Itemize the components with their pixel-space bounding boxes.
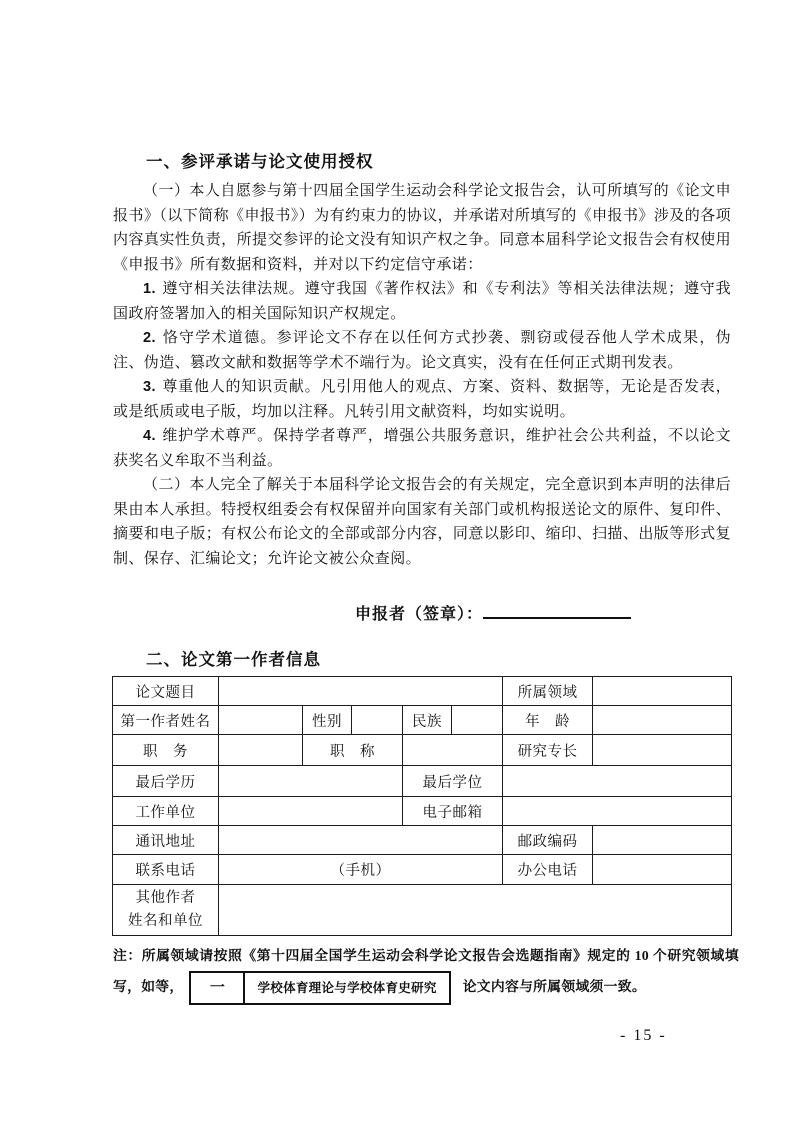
- commitment-item-3: [113, 375, 731, 424]
- commitment-item-4: [113, 424, 731, 473]
- ethnicity-field: [452, 706, 503, 735]
- item-text: 恪守学术道德。参评论文不存在以任何方式抄袭、剽窃或侵吞他人学术成果，伪注、伪造、篡改文献和数据等学术不端行为。论文真实，没有在任何正式期刊发表。: [113, 330, 731, 371]
- field-example-number: 一: [191, 973, 245, 1003]
- section1-title: 一、参评承诺与论文使用授权: [146, 152, 374, 171]
- footnote: [113, 942, 739, 1007]
- age-field: [593, 706, 732, 735]
- postcode-field: [593, 826, 732, 855]
- position-field: [219, 735, 303, 766]
- workplace-field: [219, 797, 403, 826]
- paper-title-label: 论文题目: [113, 677, 219, 706]
- postcode-label: 邮政编码: [503, 826, 593, 855]
- first-author-info-table: [112, 676, 732, 936]
- field-example-label: 学校体育理论与学校体育史研究: [257, 981, 437, 995]
- other-authors-label: [113, 885, 219, 936]
- field-example-box: [189, 971, 450, 1005]
- item-number: 4.: [143, 428, 156, 444]
- footnote-text-1: 所属领域请按照《第十四届全国学生运动会科学论文报告会选题指南》规定的 10 个研究领域填写，如等，: [113, 948, 739, 995]
- phone-label: 联系电话: [113, 855, 219, 885]
- degree-label: 最后学位: [403, 766, 503, 797]
- footnote-prefix: 注：: [113, 948, 142, 963]
- signature-blank-line: [483, 603, 631, 619]
- prof-title-field: [403, 735, 503, 766]
- item-number: 2.: [143, 330, 156, 346]
- workplace-label: 工作单位: [113, 797, 219, 826]
- item-text: 尊重他人的知识贡献。凡引用他人的观点、方案、资料、数据等，无论是否发表，或是纸质或电子版，均加以注释。凡转引用文献资料，均如实说明。: [113, 379, 731, 420]
- email-field: [503, 797, 732, 826]
- age-label: 年 龄: [503, 706, 593, 735]
- item-number: 1.: [143, 281, 156, 297]
- specialty-field: [593, 735, 732, 766]
- paragraph-intro: （一）本人自愿参与第十四届全国学生运动会科学论文报告会，认可所填写的《论文申报书》（以下简称《申报书》）为有约束力的协议，并承诺对所填写的《申报书》涉及的各项内容真实性负责，所提交参评的论文没有知识产权之争。同意本届科学论文报告会有权使用《申报书》所有数据和资料，并对以下约定信守承诺：: [113, 183, 731, 273]
- other-authors-label-line1: 其他作者: [135, 890, 196, 906]
- paper-title-field: [219, 677, 503, 706]
- address-field: [219, 826, 503, 855]
- first-author-field: [219, 706, 303, 735]
- other-authors-label-line2: 姓名和单位: [128, 913, 203, 929]
- section2-title: 二、论文第一作者信息: [146, 650, 321, 669]
- signature-row: [113, 601, 731, 624]
- position-label: 职 务: [113, 735, 219, 766]
- specialty-label: 研究专长: [503, 735, 593, 766]
- other-authors-field: [219, 885, 732, 936]
- office-phone-label: 办公电话: [503, 855, 593, 885]
- degree-field: [503, 766, 732, 797]
- phone-field: （手机）: [219, 855, 503, 885]
- item-number: 3.: [143, 379, 156, 395]
- education-field: [219, 766, 403, 797]
- item-text: 维护学术尊严。保持学者尊严，增强公共服务意识，维护社会公共利益，不以论文获奖名义牟取不当利益。: [113, 428, 731, 469]
- footnote-text-2: 论文内容与所属领域须一致。: [462, 979, 646, 995]
- address-label: 通讯地址: [113, 826, 219, 855]
- commitment-item-1: [113, 277, 731, 326]
- gender-label: 性别: [303, 706, 352, 735]
- signature-label: 申报者（签章）：: [355, 606, 484, 623]
- first-author-label: 第一作者姓名: [113, 706, 219, 735]
- office-phone-field: [593, 855, 732, 885]
- paragraph-outro: （二）本人完全了解关于本届科学论文报告会的有关规定，完全意识到本声明的法律后果由本人承担。特授权组委会有权保留并向国家有关部门或机构报送论文的原件、复印件、摘要和电子版；有权公布论文的全部或部分内容，同意以影印、缩印、扫描、出版等形式复制、保存、汇编论文；允许论文被公众查阅。: [113, 477, 731, 567]
- ethnicity-label: 民族: [403, 706, 452, 735]
- prof-title-label: 职 称: [303, 735, 403, 766]
- page-number: - 15 -: [620, 1027, 667, 1044]
- education-label: 最后学历: [113, 766, 219, 797]
- field-field: [593, 677, 732, 706]
- field-label: 所属领域: [503, 677, 593, 706]
- gender-field: [352, 706, 403, 735]
- item-text: 遵守相关法律法规。遵守我国《著作权法》和《专利法》等相关法律法规；遵守我国政府签署加入的相关国际知识产权规定。: [113, 281, 731, 322]
- email-label: 电子邮箱: [403, 797, 503, 826]
- commitment-item-2: [113, 326, 731, 375]
- section1-block: [113, 148, 731, 571]
